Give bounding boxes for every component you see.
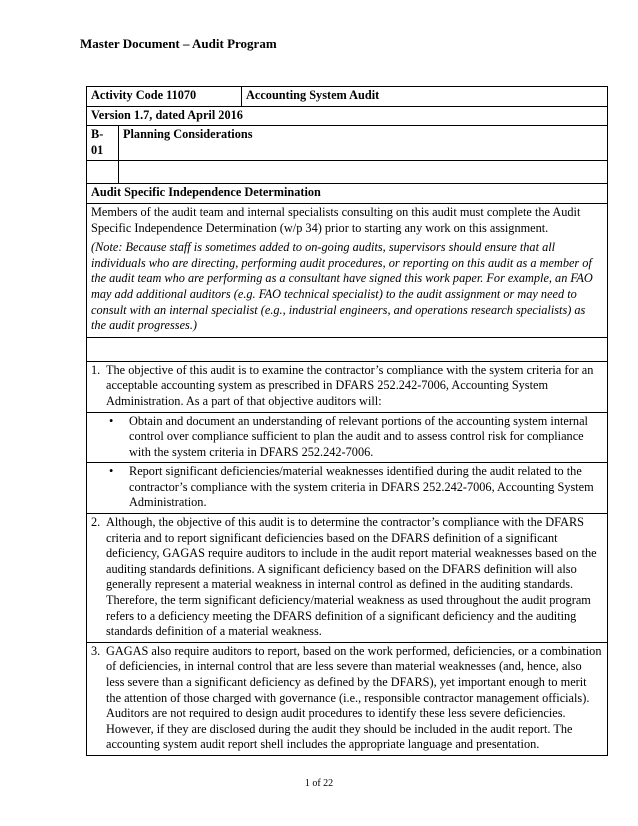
independence-body-cell bbox=[87, 203, 608, 337]
independence-body-row bbox=[87, 203, 608, 337]
item-cell bbox=[87, 361, 608, 412]
activity-row bbox=[87, 87, 608, 107]
item-row bbox=[87, 514, 608, 643]
item-cell bbox=[87, 514, 608, 643]
item-number: 3. bbox=[91, 643, 101, 658]
empty-row bbox=[87, 337, 608, 361]
empty-row bbox=[87, 161, 608, 184]
section-title-cell: Planning Considerations bbox=[119, 126, 608, 161]
item-cell bbox=[87, 642, 608, 755]
independence-text: Members of the audit team and internal specialists consulting on this audit must complete the Audit Specific Independence Determination (w/p 34) prior to starting any work on this assignment. bbox=[91, 204, 581, 235]
bullet-row bbox=[87, 463, 608, 514]
activity-name-cell: Accounting System Audit bbox=[242, 87, 608, 107]
empty-cell bbox=[87, 161, 119, 184]
item-text: The objective of this audit is to examine the contractor’s compliance with the system criteria for an acceptable accounting system as prescribed in DFARS 252.242-7006, Accounting System Administration. As a part of that objective auditors will: bbox=[106, 362, 594, 408]
bullet-row bbox=[87, 412, 608, 463]
empty-cell bbox=[87, 337, 608, 361]
bullet-cell bbox=[87, 463, 608, 514]
item-number: 2. bbox=[91, 515, 101, 530]
section-row bbox=[87, 126, 608, 161]
page-number: 1 of 22 bbox=[304, 778, 334, 789]
bullet-text: Obtain and document an understanding of relevant portions of the accounting system internal control over compliance sufficient to plan the audit and to assess control risk for compliance with the system criteria in DFARS 252.242-7006. bbox=[129, 413, 588, 459]
independence-heading-row bbox=[87, 184, 608, 204]
document-title: Master Document – Audit Program bbox=[80, 36, 277, 51]
item-row bbox=[87, 361, 608, 412]
version-cell: Version 1.7, dated April 2016 bbox=[87, 106, 608, 126]
item-number: 1. bbox=[91, 362, 101, 377]
item-text: GAGAS also require auditors to report, based on the work performed, deficiencies, or a combination of deficiencies, in internal control that are less severe than material weaknesses (and, hence, also less severe than a significant deficiency as defined by the DFARS), yet important enough to merit the attention of those charged with governance (i.e., responsible contractor management officials). Auditors are not required to design audit procedures to identify these less severe deficiencies. However, if they are disclosed during the audit they should be included in the audit report. The accounting system audit report shell includes the appropriate language and presentation. bbox=[106, 643, 602, 752]
bullet-cell bbox=[87, 412, 608, 463]
activity-code-cell: Activity Code 11070 bbox=[87, 87, 242, 107]
version-row bbox=[87, 106, 608, 126]
item-text: Although, the objective of this audit is to determine the contractor’s compliance with the DFARS criteria and to report significant deficiencies based on the DFARS definition of a significant deficiency, GAGAS require auditors to include in the audit report material weaknesses based on the auditing standards definitions. A significant deficiency based on the DFARS definition will also generally represent a material weakness in internal control as defined in the auditing standards. Therefore, the term significant deficiency/material weakness as used throughout the audit program refers to a deficiency meeting the DFARS definition of a significant deficiency and the auditing standards definition of a material weakness. bbox=[106, 515, 597, 639]
empty-cell bbox=[119, 161, 608, 184]
bullet-icon: • bbox=[109, 413, 114, 428]
audit-program-table bbox=[86, 86, 608, 756]
bullet-text: Report significant deficiencies/material weaknesses identified during the audit related to the contractor’s compliance with the system criteria in DFARS 252.242-7006, Accounting System Administration. bbox=[129, 464, 594, 510]
independence-heading: Audit Specific Independence Determination bbox=[87, 184, 608, 204]
bullet-icon: • bbox=[109, 464, 114, 479]
section-code-cell: B-01 bbox=[87, 126, 119, 161]
independence-note: (Note: Because staff is sometimes added to on-going audits, supervisors should ensure that all individuals who are directing, performing audit procedures, or reporting on this audit as a member of the audit team who are performing as a consultant have signed this work paper. For example, an FAO may add additional auditors (e.g. FAO technical specialist) to the audit assignment or may need to consult with an internal specialist (e.g., industrial engineers, and operations research specialists) as the audit progresses.) bbox=[91, 240, 593, 333]
item-row bbox=[87, 642, 608, 755]
